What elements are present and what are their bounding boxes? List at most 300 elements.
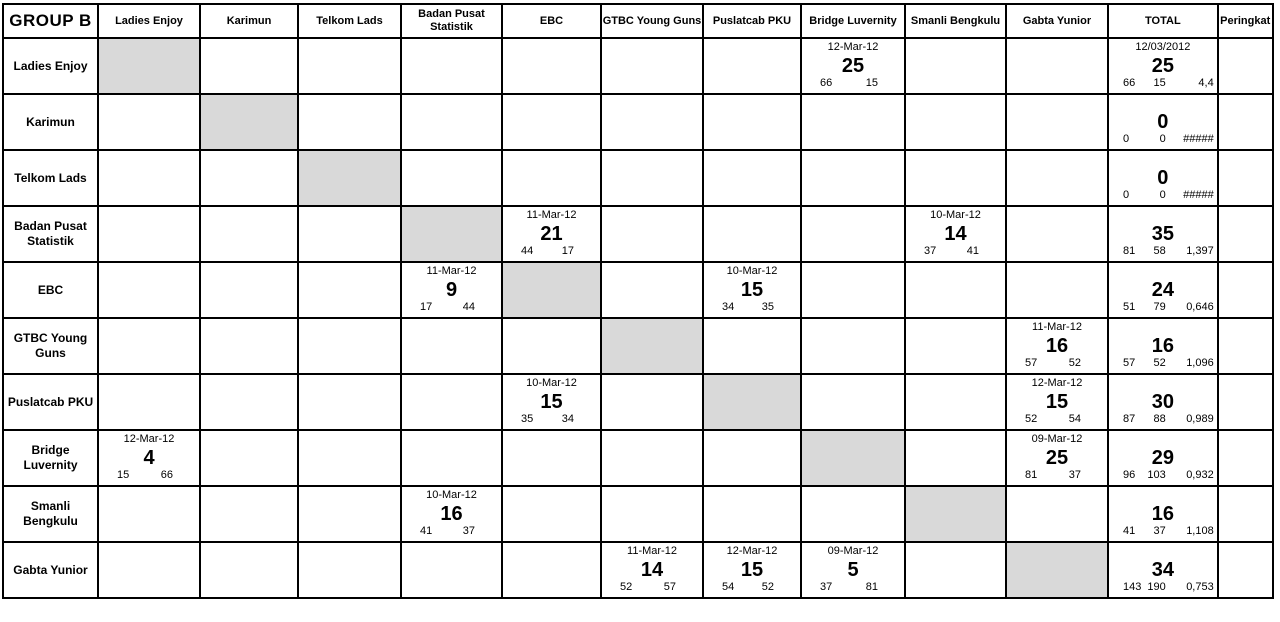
empty-cell[interactable] xyxy=(905,374,1006,430)
table-row xyxy=(3,430,1273,486)
table-body xyxy=(3,38,1273,598)
self-cell[interactable] xyxy=(502,262,601,318)
total-imps-for: 51 xyxy=(1123,301,1136,313)
empty-cell[interactable] xyxy=(401,38,502,94)
total-imps-for: 143 xyxy=(1123,581,1142,593)
total-cell[interactable] xyxy=(1108,430,1218,486)
column-header[interactable]: Telkom Lads xyxy=(298,4,401,38)
total-imps-against: 58 xyxy=(1153,245,1166,257)
empty-cell[interactable] xyxy=(502,150,601,206)
empty-cell[interactable] xyxy=(601,150,703,206)
empty-cell[interactable] xyxy=(601,486,703,542)
total-imps xyxy=(1109,189,1217,204)
column-header[interactable]: GTBC Young Guns xyxy=(601,4,703,38)
match-cell[interactable] xyxy=(703,542,801,598)
column-header-total[interactable]: TOTAL xyxy=(1108,4,1218,38)
match-score: 15 xyxy=(540,390,563,413)
empty-cell[interactable] xyxy=(502,318,601,374)
imps-for: 41 xyxy=(420,525,433,537)
empty-cell[interactable] xyxy=(98,206,200,262)
total-date xyxy=(1109,264,1217,278)
total-score: 25 xyxy=(1151,54,1174,77)
match-date: 10-Mar-12 xyxy=(526,377,577,389)
match-cell[interactable] xyxy=(98,430,200,486)
empty-cell[interactable] xyxy=(502,542,601,598)
peringkat-cell[interactable] xyxy=(1218,38,1273,94)
total-ratio: ##### xyxy=(1183,189,1214,201)
table-row xyxy=(3,38,1273,94)
total-imps-against: 79 xyxy=(1153,301,1166,313)
row-team-label: EBC xyxy=(3,262,98,318)
total-imps-for: 0 xyxy=(1123,133,1130,145)
row-team-label: Badan Pusat Statistik xyxy=(3,206,98,262)
empty-cell[interactable] xyxy=(703,94,801,150)
imps-against: 57 xyxy=(663,581,676,593)
group-label: GROUP B xyxy=(3,4,98,38)
total-imps xyxy=(1109,245,1217,260)
match-cell[interactable] xyxy=(601,542,703,598)
empty-cell[interactable] xyxy=(401,374,502,430)
empty-cell[interactable] xyxy=(905,262,1006,318)
column-header[interactable]: Smanli Bengkulu xyxy=(905,4,1006,38)
empty-cell[interactable] xyxy=(601,430,703,486)
table-row xyxy=(3,262,1273,318)
match-imps xyxy=(1007,413,1107,428)
total-imps xyxy=(1109,357,1217,372)
total-ratio: 0,989 xyxy=(1186,413,1214,425)
empty-cell[interactable] xyxy=(298,94,401,150)
column-header[interactable]: Bridge Luvernity xyxy=(801,4,905,38)
total-cell-content xyxy=(1109,488,1217,540)
empty-cell[interactable] xyxy=(200,206,298,262)
table-row xyxy=(3,94,1273,150)
empty-cell[interactable] xyxy=(98,486,200,542)
total-imps-for: 0 xyxy=(1123,189,1130,201)
match-score: 14 xyxy=(640,558,664,581)
table-row xyxy=(3,374,1273,430)
empty-cell[interactable] xyxy=(401,430,502,486)
empty-cell[interactable] xyxy=(401,94,502,150)
imps-for: 66 xyxy=(820,77,833,89)
empty-cell[interactable] xyxy=(905,38,1006,94)
empty-cell[interactable] xyxy=(298,486,401,542)
match-imps xyxy=(802,581,904,596)
total-imps-for: 57 xyxy=(1123,357,1136,369)
empty-cell[interactable] xyxy=(98,94,200,150)
empty-cell[interactable] xyxy=(98,150,200,206)
match-cell-content xyxy=(704,544,800,596)
empty-cell[interactable] xyxy=(98,374,200,430)
empty-cell[interactable] xyxy=(801,150,905,206)
self-cell[interactable] xyxy=(703,374,801,430)
empty-cell[interactable] xyxy=(298,38,401,94)
match-date: 12-Mar-12 xyxy=(123,433,175,445)
self-cell[interactable] xyxy=(905,486,1006,542)
empty-cell[interactable] xyxy=(298,374,401,430)
empty-cell[interactable] xyxy=(502,430,601,486)
total-score: 24 xyxy=(1151,278,1174,301)
empty-cell[interactable] xyxy=(200,318,298,374)
total-cell-content xyxy=(1109,544,1217,596)
match-cell[interactable] xyxy=(401,262,502,318)
empty-cell[interactable] xyxy=(703,150,801,206)
imps-against: 81 xyxy=(865,581,878,593)
empty-cell[interactable] xyxy=(601,94,703,150)
match-cell[interactable] xyxy=(801,542,905,598)
peringkat-cell[interactable] xyxy=(1218,486,1273,542)
self-cell[interactable] xyxy=(401,206,502,262)
match-date: 11-Mar-12 xyxy=(627,545,677,557)
match-cell[interactable] xyxy=(905,206,1006,262)
total-date xyxy=(1109,432,1217,446)
self-cell[interactable] xyxy=(601,318,703,374)
empty-cell[interactable] xyxy=(98,262,200,318)
total-imps-for: 66 xyxy=(1123,77,1136,89)
empty-cell[interactable] xyxy=(601,38,703,94)
total-date xyxy=(1109,96,1217,110)
table-row xyxy=(3,206,1273,262)
total-imps xyxy=(1109,469,1217,484)
peringkat-cell[interactable] xyxy=(1218,94,1273,150)
column-header[interactable]: Gabta Yunior xyxy=(1006,4,1108,38)
match-cell[interactable] xyxy=(1006,318,1108,374)
total-score: 34 xyxy=(1151,558,1174,581)
empty-cell[interactable] xyxy=(502,94,601,150)
total-score: 35 xyxy=(1151,222,1174,245)
total-cell-content xyxy=(1109,96,1217,148)
match-cell-content xyxy=(602,544,702,596)
imps-against: 66 xyxy=(160,469,173,481)
match-score: 15 xyxy=(740,278,764,301)
self-cell[interactable] xyxy=(1006,542,1108,598)
table-row xyxy=(3,318,1273,374)
imps-against: 15 xyxy=(865,77,878,89)
total-ratio: 0,753 xyxy=(1186,581,1214,593)
total-date xyxy=(1109,152,1217,166)
match-imps xyxy=(503,245,600,260)
total-score: 30 xyxy=(1151,390,1174,413)
empty-cell[interactable] xyxy=(200,430,298,486)
match-imps xyxy=(402,525,501,540)
empty-cell[interactable] xyxy=(703,206,801,262)
total-imps xyxy=(1109,525,1217,540)
match-cell-content xyxy=(503,376,600,428)
match-cell[interactable] xyxy=(502,374,601,430)
match-date: 11-Mar-12 xyxy=(426,265,477,277)
total-ratio: 0,646 xyxy=(1186,301,1214,313)
total-imps xyxy=(1109,581,1217,596)
total-imps-against: 103 xyxy=(1147,469,1166,481)
empty-cell[interactable] xyxy=(98,318,200,374)
match-imps xyxy=(503,413,600,428)
empty-cell[interactable] xyxy=(801,318,905,374)
match-imps xyxy=(1007,357,1107,372)
self-cell[interactable] xyxy=(98,38,200,94)
row-team-label: Telkom Lads xyxy=(3,150,98,206)
peringkat-cell[interactable] xyxy=(1218,318,1273,374)
empty-cell[interactable] xyxy=(200,374,298,430)
empty-cell[interactable] xyxy=(200,262,298,318)
match-cell[interactable] xyxy=(703,262,801,318)
match-date: 11-Mar-12 xyxy=(526,209,577,221)
match-date: 12-Mar-12 xyxy=(726,545,778,557)
empty-cell[interactable] xyxy=(502,38,601,94)
match-cell-content xyxy=(402,264,501,316)
empty-cell[interactable] xyxy=(905,430,1006,486)
empty-cell[interactable] xyxy=(1006,94,1108,150)
match-cell-content xyxy=(1007,432,1107,484)
total-imps xyxy=(1109,77,1217,92)
imps-for: 44 xyxy=(521,245,534,257)
empty-cell[interactable] xyxy=(298,206,401,262)
total-ratio: 1,108 xyxy=(1186,525,1214,537)
total-ratio: 4,4 xyxy=(1198,77,1214,89)
match-date: 12-Mar-12 xyxy=(827,41,879,53)
total-score: 29 xyxy=(1151,446,1174,469)
empty-cell[interactable] xyxy=(801,486,905,542)
empty-cell[interactable] xyxy=(905,318,1006,374)
match-score: 25 xyxy=(841,54,865,77)
empty-cell[interactable] xyxy=(905,150,1006,206)
total-score: 0 xyxy=(1157,110,1169,133)
total-imps xyxy=(1109,301,1217,316)
match-cell-content xyxy=(802,544,904,596)
match-cell-content xyxy=(99,432,199,484)
match-score: 16 xyxy=(1045,334,1069,357)
imps-against: 54 xyxy=(1068,413,1081,425)
total-ratio: ##### xyxy=(1183,133,1214,145)
imps-for: 15 xyxy=(117,469,130,481)
peringkat-cell[interactable] xyxy=(1218,430,1273,486)
match-imps xyxy=(704,581,800,596)
empty-cell[interactable] xyxy=(601,262,703,318)
empty-cell[interactable] xyxy=(703,486,801,542)
match-date: 09-Mar-12 xyxy=(1031,433,1083,445)
match-cell-content xyxy=(1007,320,1107,372)
column-header[interactable]: EBC xyxy=(502,4,601,38)
empty-cell[interactable] xyxy=(401,542,502,598)
match-cell[interactable] xyxy=(401,486,502,542)
row-team-label: Smanli Bengkulu xyxy=(3,486,98,542)
total-cell[interactable] xyxy=(1108,374,1218,430)
peringkat-cell[interactable] xyxy=(1218,262,1273,318)
column-header[interactable]: Badan Pusat Statistik xyxy=(401,4,502,38)
column-header-peringkat[interactable]: Peringkat xyxy=(1218,4,1273,38)
match-imps xyxy=(802,77,904,92)
header-row xyxy=(3,4,1273,38)
imps-against: 52 xyxy=(761,581,774,593)
empty-cell[interactable] xyxy=(801,374,905,430)
total-date: 12/03/2012 xyxy=(1135,41,1191,53)
imps-for: 37 xyxy=(820,581,833,593)
peringkat-cell[interactable] xyxy=(1218,150,1273,206)
total-imps xyxy=(1109,133,1217,148)
empty-cell[interactable] xyxy=(801,206,905,262)
row-team-label: Ladies Enjoy xyxy=(3,38,98,94)
empty-cell[interactable] xyxy=(200,38,298,94)
empty-cell[interactable] xyxy=(1006,206,1108,262)
empty-cell[interactable] xyxy=(401,318,502,374)
empty-cell[interactable] xyxy=(502,486,601,542)
match-cell-content xyxy=(802,40,904,92)
total-ratio: 0,932 xyxy=(1186,469,1214,481)
match-cell[interactable] xyxy=(502,206,601,262)
imps-against: 17 xyxy=(561,245,574,257)
imps-for: 35 xyxy=(521,413,534,425)
match-cell-content xyxy=(906,208,1005,260)
imps-for: 81 xyxy=(1025,469,1038,481)
empty-cell[interactable] xyxy=(298,430,401,486)
imps-against: 52 xyxy=(1068,357,1081,369)
total-date xyxy=(1109,544,1217,558)
total-cell-content xyxy=(1109,264,1217,316)
total-cell[interactable] xyxy=(1108,94,1218,150)
group-b-crosstable xyxy=(2,3,1274,599)
total-cell-content xyxy=(1109,320,1217,372)
match-date: 10-Mar-12 xyxy=(930,209,981,221)
total-date xyxy=(1109,488,1217,502)
empty-cell[interactable] xyxy=(298,318,401,374)
total-imps-against: 37 xyxy=(1153,525,1166,537)
total-score: 16 xyxy=(1151,502,1174,525)
peringkat-cell[interactable] xyxy=(1218,542,1273,598)
match-imps xyxy=(906,245,1005,260)
row-team-label: Karimun xyxy=(3,94,98,150)
total-date xyxy=(1109,376,1217,390)
empty-cell[interactable] xyxy=(703,318,801,374)
total-cell-content xyxy=(1109,432,1217,484)
self-cell[interactable] xyxy=(801,430,905,486)
match-score: 15 xyxy=(1045,390,1069,413)
total-imps xyxy=(1109,413,1217,428)
empty-cell[interactable] xyxy=(905,94,1006,150)
total-score: 16 xyxy=(1151,334,1174,357)
empty-cell[interactable] xyxy=(200,542,298,598)
total-ratio: 1,397 xyxy=(1186,245,1214,257)
total-imps-for: 96 xyxy=(1123,469,1136,481)
empty-cell[interactable] xyxy=(601,374,703,430)
total-imps-against: 15 xyxy=(1153,77,1166,89)
empty-cell[interactable] xyxy=(905,542,1006,598)
empty-cell[interactable] xyxy=(401,150,502,206)
empty-cell[interactable] xyxy=(98,542,200,598)
match-score: 9 xyxy=(445,278,458,301)
empty-cell[interactable] xyxy=(1006,38,1108,94)
total-cell[interactable] xyxy=(1108,38,1218,94)
imps-against: 34 xyxy=(561,413,574,425)
match-score: 21 xyxy=(540,222,563,245)
self-cell[interactable] xyxy=(298,150,401,206)
imps-for: 52 xyxy=(620,581,633,593)
row-team-label: Puslatcab PKU xyxy=(3,374,98,430)
peringkat-cell[interactable] xyxy=(1218,374,1273,430)
empty-cell[interactable] xyxy=(801,262,905,318)
match-date: 09-Mar-12 xyxy=(827,545,879,557)
imps-for: 17 xyxy=(420,301,433,313)
total-imps-against: 0 xyxy=(1159,133,1166,145)
empty-cell[interactable] xyxy=(298,542,401,598)
match-date: 10-Mar-12 xyxy=(426,489,477,501)
match-imps xyxy=(704,301,800,316)
match-date: 11-Mar-12 xyxy=(1032,321,1082,333)
match-date: 12-Mar-12 xyxy=(1031,377,1083,389)
match-score: 16 xyxy=(440,502,463,525)
total-imps-against: 190 xyxy=(1147,581,1166,593)
match-imps xyxy=(602,581,702,596)
total-cell[interactable] xyxy=(1108,206,1218,262)
empty-cell[interactable] xyxy=(200,486,298,542)
total-cell[interactable] xyxy=(1108,150,1218,206)
empty-cell[interactable] xyxy=(703,430,801,486)
match-cell[interactable] xyxy=(1006,374,1108,430)
total-imps-for: 81 xyxy=(1123,245,1136,257)
total-date xyxy=(1109,320,1217,334)
empty-cell[interactable] xyxy=(298,262,401,318)
imps-against: 37 xyxy=(462,525,475,537)
match-cell[interactable] xyxy=(1006,430,1108,486)
total-date xyxy=(1109,208,1217,222)
empty-cell[interactable] xyxy=(601,206,703,262)
empty-cell[interactable] xyxy=(801,94,905,150)
match-score: 5 xyxy=(847,558,859,581)
column-header[interactable]: Puslatcab PKU xyxy=(703,4,801,38)
imps-for: 57 xyxy=(1025,357,1038,369)
peringkat-cell[interactable] xyxy=(1218,206,1273,262)
self-cell[interactable] xyxy=(200,94,298,150)
column-header[interactable]: Ladies Enjoy xyxy=(98,4,200,38)
empty-cell[interactable] xyxy=(703,38,801,94)
total-cell-content xyxy=(1109,376,1217,428)
imps-against: 41 xyxy=(966,245,979,257)
match-imps xyxy=(99,469,199,484)
imps-against: 35 xyxy=(761,301,774,313)
empty-cell[interactable] xyxy=(200,150,298,206)
match-cell-content xyxy=(704,264,800,316)
empty-cell[interactable] xyxy=(1006,262,1108,318)
row-team-label: Gabta Yunior xyxy=(3,542,98,598)
total-cell-content xyxy=(1109,152,1217,204)
match-cell-content xyxy=(402,488,501,540)
total-cell[interactable] xyxy=(1108,542,1218,598)
match-imps xyxy=(402,301,501,316)
empty-cell[interactable] xyxy=(1006,150,1108,206)
table-row xyxy=(3,486,1273,542)
match-score: 15 xyxy=(740,558,764,581)
total-cell-content xyxy=(1109,208,1217,260)
match-cell-content xyxy=(503,208,600,260)
total-cell[interactable] xyxy=(1108,262,1218,318)
table-row xyxy=(3,150,1273,206)
imps-for: 52 xyxy=(1025,413,1038,425)
empty-cell[interactable] xyxy=(1006,486,1108,542)
imps-for: 54 xyxy=(722,581,735,593)
total-cell[interactable] xyxy=(1108,318,1218,374)
total-cell-content xyxy=(1109,40,1217,92)
total-ratio: 1,096 xyxy=(1186,357,1214,369)
imps-for: 37 xyxy=(924,245,937,257)
total-cell[interactable] xyxy=(1108,486,1218,542)
total-imps-against: 52 xyxy=(1153,357,1166,369)
column-header[interactable]: Karimun xyxy=(200,4,298,38)
total-score: 0 xyxy=(1157,166,1169,189)
total-imps-for: 87 xyxy=(1123,413,1136,425)
imps-against: 37 xyxy=(1068,469,1081,481)
row-team-label: GTBC Young Guns xyxy=(3,318,98,374)
match-score: 4 xyxy=(143,446,155,469)
match-cell[interactable] xyxy=(801,38,905,94)
row-team-label: Bridge Luvernity xyxy=(3,430,98,486)
total-imps-against: 88 xyxy=(1153,413,1166,425)
